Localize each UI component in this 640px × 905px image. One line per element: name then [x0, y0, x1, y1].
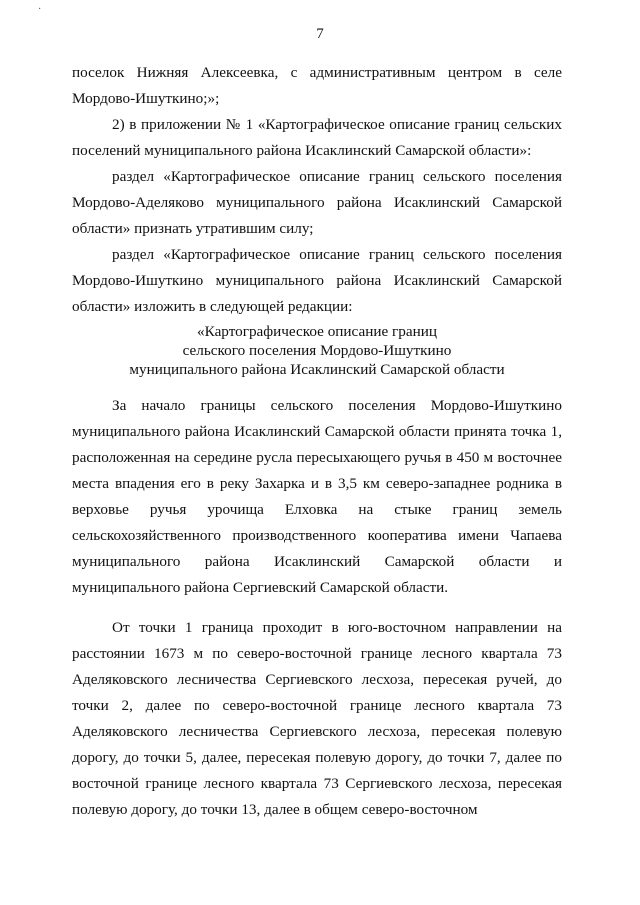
section-title-line-2: сельского поселения Мордово-Ишуткино — [182, 342, 452, 359]
paragraph-section-repeal: раздел «Картографическое описание границ сельского поселения Мордово-Аделяково муниципального района Исаклинский Самарской области» признать утратившим силу; — [72, 168, 562, 237]
paragraph-section-restate: раздел «Картографическое описание границ сельского поселения Мордово-Ишуткино муниципального района Исаклинский Самарской области» изложить в следующей редакции: — [72, 246, 562, 315]
page-number: 7 — [316, 26, 324, 42]
section-title — [72, 322, 562, 379]
section-title-line-1: «Картографическое описание границ — [197, 323, 437, 340]
section-title-line-3: муниципального района Исаклинский Самарской области — [129, 361, 505, 378]
document-body — [72, 60, 562, 823]
paragraph-boundary-start: За начало границы сельского поселения Мордово-Ишуткино муниципального района Исаклинский Самарской области принята точка 1, расположенная на середине русла пересыхающего ручья в 450 м восточнее места впадения его в реку Захарка и в 3,5 км северо-западнее родника в верховье ручья урочища Елховка на стыке границ земель сельскохозяйственного производственного кооператива имени Чапаева муниципального района Исаклинский Самарской области и муниципального района Сергиевский Самарской области. — [72, 397, 562, 596]
paragraph-continuation: поселок Нижняя Алексеевка, с административным центром в селе Мордово-Ишуткино;»; — [72, 64, 562, 107]
paragraph-amendment-item: 2) в приложении № 1 «Картографическое описание границ сельских поселений муниципального района Исаклинский Самарской области»: — [72, 116, 562, 159]
corner-mark: · — [38, 4, 42, 15]
paragraph-boundary-description: От точки 1 граница проходит в юго-восточном направлении на расстоянии 1673 м по северо-восточной границе лесного квартала 73 Аделяковского лесничества Сергиевского лесхоза, пересекая ручей, до точки 2, далее по северо-восточной границе лесного квартала 73 Аделяковского лесничества Сергиевского лесхоза, пересекая полевую дорогу, до точки 5, далее, пересекая полевую дорогу, до точки 7, далее по восточной границе лесного квартала 73 Сергиевского лесхоза, пересекая полевую дорогу, до точки 13, далее в общем северо-восточном — [72, 619, 562, 818]
